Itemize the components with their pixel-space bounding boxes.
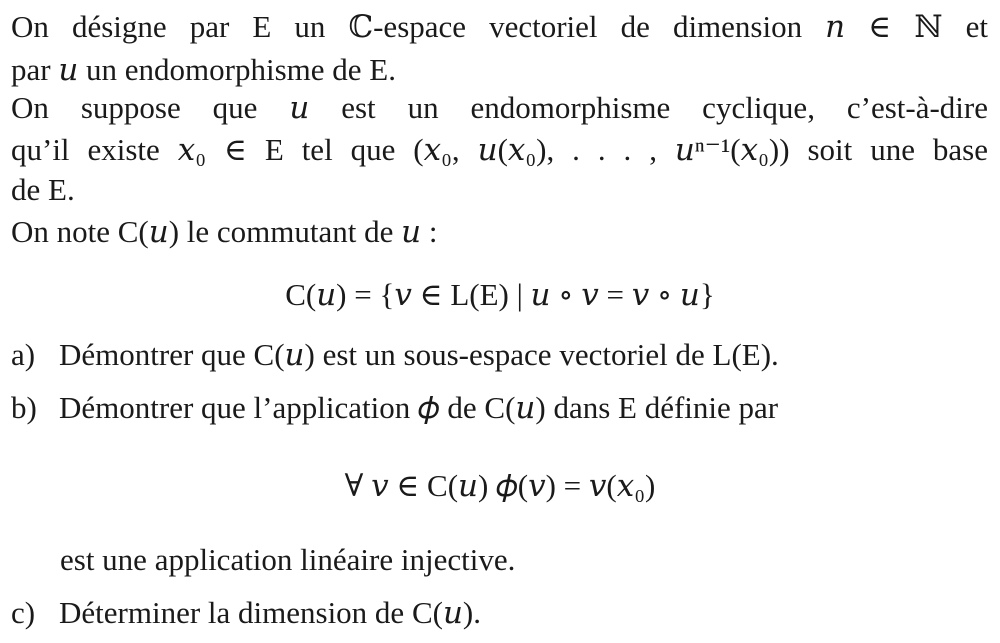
intro-line-6: On note C(𝑢) le commutant de 𝑢 : bbox=[11, 214, 438, 249]
intro-line-2: par 𝑢 un endomorphisme de E. bbox=[11, 52, 396, 87]
question-a bbox=[11, 336, 988, 374]
question-b-label: b) bbox=[11, 390, 37, 425]
question-b bbox=[11, 389, 988, 427]
question-b-continuation: est une application linéaire injective. bbox=[60, 542, 516, 577]
question-c-text: Déterminer la dimension de C(𝑢). bbox=[59, 595, 481, 630]
question-b-formula: ∀ 𝑣 ∈ C(𝑢) 𝜙(𝑣) = 𝑣(𝑥₀) bbox=[344, 468, 656, 503]
intro-line-5: de E. bbox=[11, 172, 75, 207]
intro-line-4: qu’il existe 𝑥₀ ∈ E tel que (𝑥₀, 𝑢(𝑥₀), . . . , 𝑢ⁿ⁻¹(𝑥₀)) soit une base bbox=[11, 132, 988, 167]
question-b-text: Démontrer que l’application 𝜙 de C(𝑢) dans E définie par bbox=[59, 390, 779, 425]
question-a-text: Démontrer que C(𝑢) est un sous-espace vectoriel de L(E). bbox=[59, 337, 779, 372]
intro-line-1: On désigne par E un ℂ-espace vectoriel de dimension 𝑛 ∈ ℕ et bbox=[11, 9, 988, 44]
question-c-label: c) bbox=[11, 595, 36, 630]
question-c bbox=[11, 594, 988, 632]
commutant-definition: C(𝑢) = {𝑣 ∈ L(E) | 𝑢 ∘ 𝑣 = 𝑣 ∘ 𝑢} bbox=[285, 277, 715, 312]
question-a-label: a) bbox=[11, 337, 36, 372]
intro-line-3: On suppose que 𝑢 est un endomorphisme cyclique, c’est-à-dire bbox=[11, 90, 988, 125]
